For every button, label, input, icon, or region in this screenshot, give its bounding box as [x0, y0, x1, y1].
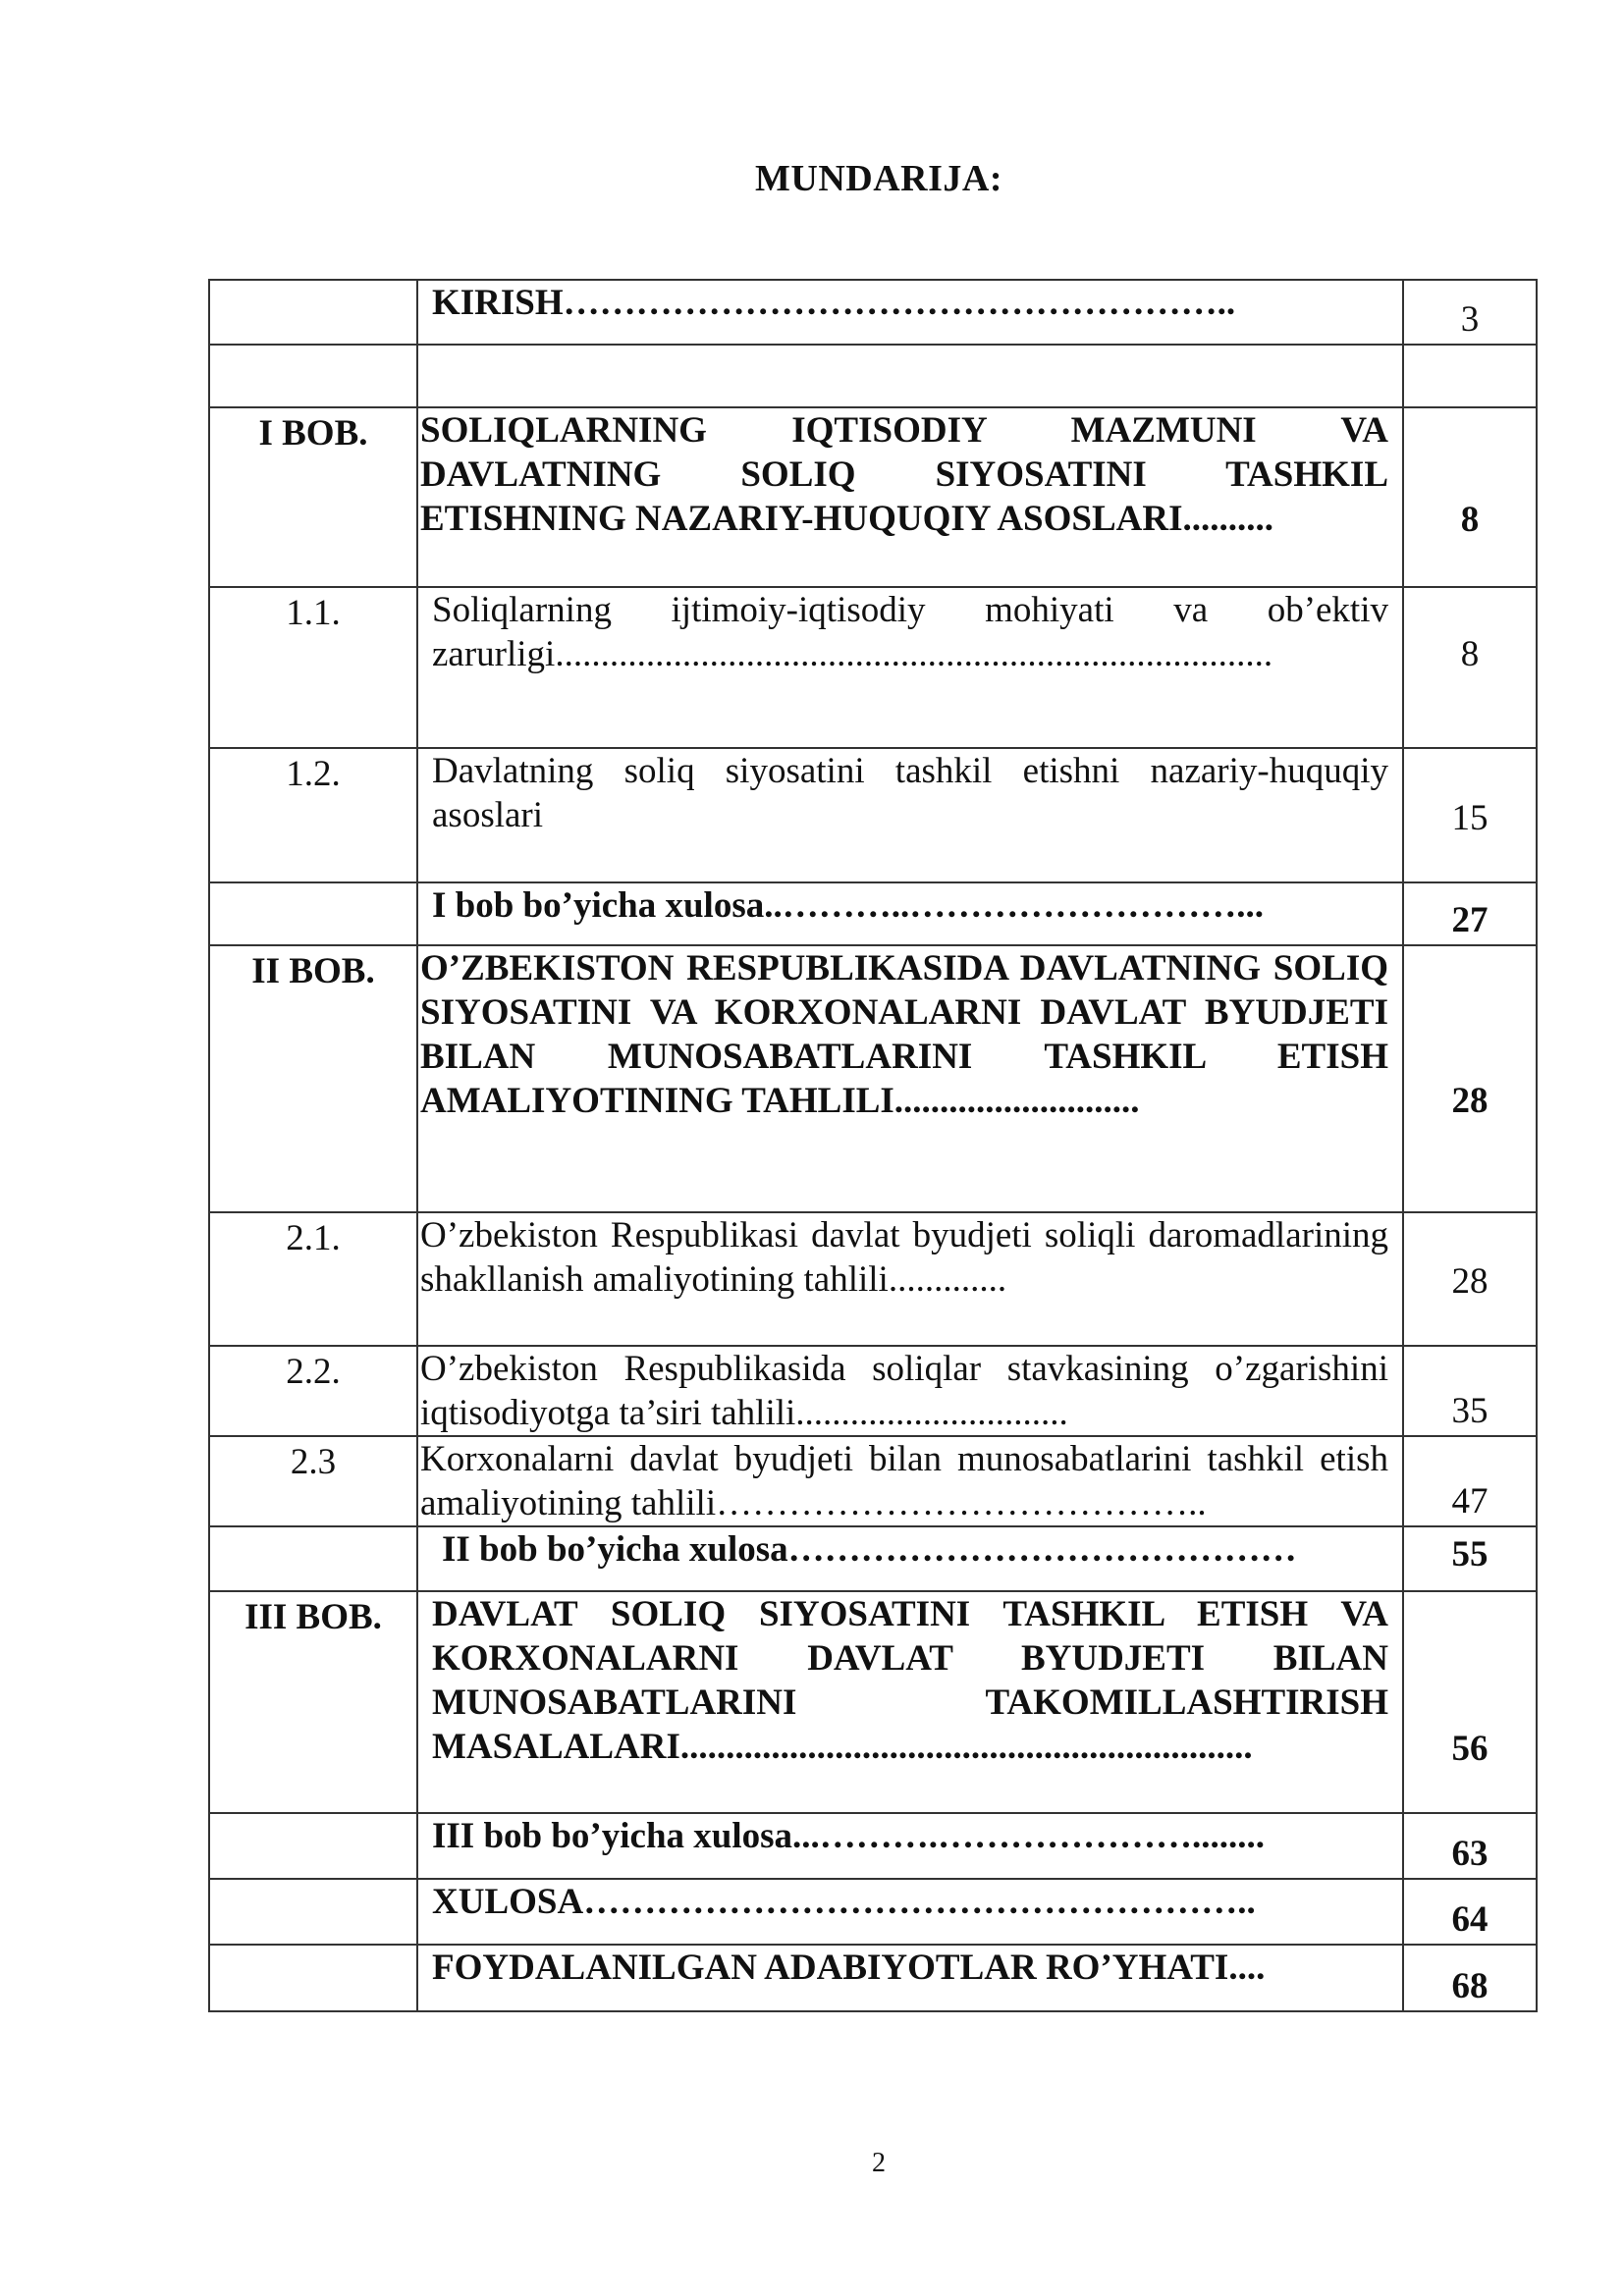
toc-row-page: 15: [1403, 748, 1537, 882]
toc-row-title: XULOSA………………………………………………..: [417, 1879, 1403, 1945]
toc-row: [209, 1591, 1537, 1813]
toc-row-title: Soliqlarning ijtimoiy-iqtisodiy mohiyati va ob’ektiv zarurligi...............................................................................: [417, 587, 1403, 748]
toc-row-page: 63: [1403, 1813, 1537, 1879]
toc-row-number: 2.2.: [209, 1346, 417, 1436]
toc-row-title: SOLIQLARNING IQTISODIY MAZMUNI VA DAVLATNING SOLIQ SIYOSATINI TASHKIL ETISHNING NAZARIY-HUQUQIY ASOSLARI..........: [417, 407, 1403, 587]
toc-row-page: 27: [1403, 882, 1537, 945]
toc-row: [209, 587, 1537, 748]
toc-row-title: III bob bo’yicha xulosa...……….…………………........: [417, 1813, 1403, 1879]
toc-row-number: [209, 1526, 417, 1591]
toc-row-title: II bob bo’yicha xulosa……………………………………: [417, 1526, 1403, 1591]
toc-row-number: 1.2.: [209, 748, 417, 882]
toc-row-page: 28: [1403, 1212, 1537, 1346]
toc-row-number: [209, 882, 417, 945]
toc-row: [209, 1945, 1537, 2011]
toc-row-page: 3: [1403, 280, 1537, 345]
toc-row-page: 68: [1403, 1945, 1537, 2011]
toc-row-title: Davlatning soliq siyosatini tashkil etishni nazariy-huquqiy asoslari: [417, 748, 1403, 882]
toc-row-number: 2.1.: [209, 1212, 417, 1346]
toc-row: [209, 407, 1537, 587]
toc-row-page: 47: [1403, 1436, 1537, 1526]
toc-row: [209, 882, 1537, 945]
toc-row-page: 56: [1403, 1591, 1537, 1813]
toc-row-number: II BOB.: [209, 945, 417, 1212]
toc-row-title: I bob bo’yicha xulosa..………..………………………...: [417, 882, 1403, 945]
toc-row-title: FOYDALANILGAN ADABIYOTLAR RO’YHATI....: [417, 1945, 1403, 2011]
toc-row-number: 1.1.: [209, 587, 417, 748]
toc-row-number: I BOB.: [209, 407, 417, 587]
toc-row: [209, 1436, 1537, 1526]
toc-row: [209, 1813, 1537, 1879]
toc-row-page: 8: [1403, 407, 1537, 587]
toc-row: [209, 1346, 1537, 1436]
toc-row-page: 8: [1403, 587, 1537, 748]
toc-row-page: 55: [1403, 1526, 1537, 1591]
toc-row-number: [209, 1945, 417, 2011]
toc-row-number: [209, 345, 417, 407]
toc-row-number: [209, 1879, 417, 1945]
toc-row: [209, 748, 1537, 882]
toc-row-page: 35: [1403, 1346, 1537, 1436]
toc-row-number: [209, 1813, 417, 1879]
table-of-contents: [208, 279, 1538, 2012]
page-number: 2: [872, 2148, 886, 2178]
toc-row-title: O’ZBEKISTON RESPUBLIKASIDA DAVLATNING SOLIQ SIYOSATINI VA KORXONALARNI DAVLAT BYUDJETI BILAN MUNOSABATLARINI TASHKIL ETISH AMALIYOTINING TAHLILI...........................: [417, 945, 1403, 1212]
toc-row-number: [209, 280, 417, 345]
toc-row-page: [1403, 345, 1537, 407]
toc-row-page: 28: [1403, 945, 1537, 1212]
toc-row-number: III BOB.: [209, 1591, 417, 1813]
toc-row: [209, 345, 1537, 407]
toc-row-title: O’zbekiston Respublikasi davlat byudjeti soliqli daromadlarining shakllanish amaliyotining tahlili.............: [417, 1212, 1403, 1346]
toc-row-title: KIRISH………………………………………………..: [417, 280, 1403, 345]
page-title: MUNDARIJA:: [755, 158, 1002, 199]
toc-row: [209, 1526, 1537, 1591]
toc-row-page: 64: [1403, 1879, 1537, 1945]
toc-row: [209, 1212, 1537, 1346]
toc-row: [209, 1879, 1537, 1945]
toc-row-number: 2.3: [209, 1436, 417, 1526]
toc-row-title: Korxonalarni davlat byudjeti bilan munosabatlarini tashkil etish amaliyotining tahlili…………………………………..: [417, 1436, 1403, 1526]
toc-row: [209, 280, 1537, 345]
toc-row-title: DAVLAT SOLIQ SIYOSATINI TASHKIL ETISH VA KORXONALARNI DAVLAT BYUDJETI BILAN MUNOSABATLARINI TAKOMILLASHTIRISH MASALALARI...............................................................: [417, 1591, 1403, 1813]
toc-row-title: O’zbekiston Respublikasida soliqlar stavkasining o’zgarishini iqtisodiyotga ta’siri tahlili..............................: [417, 1346, 1403, 1436]
toc-row: [209, 945, 1537, 1212]
toc-row-title: [417, 345, 1403, 407]
